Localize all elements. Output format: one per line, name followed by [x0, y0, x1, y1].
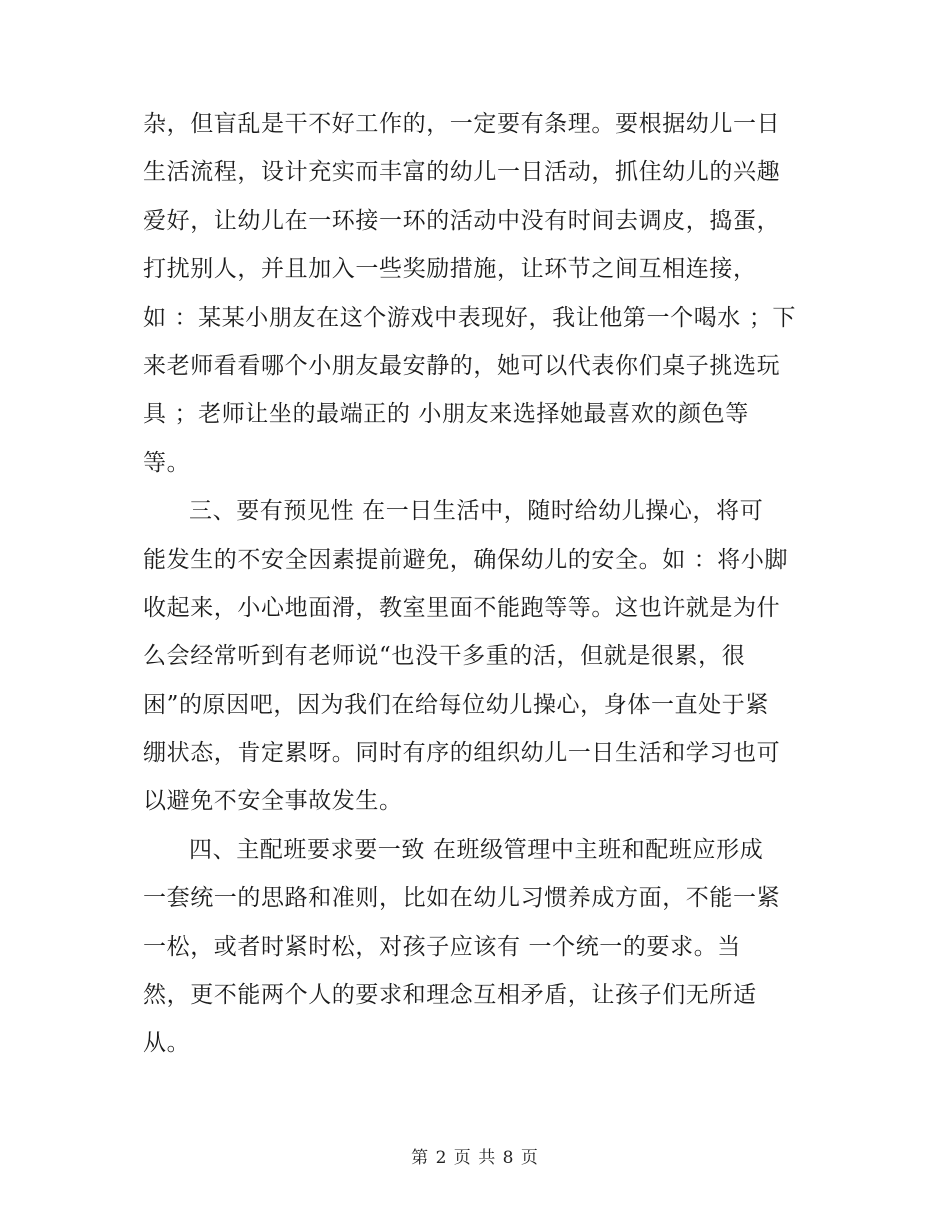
section-heading-line: 四、主配班要求要一致 在班级管理中主班和配班应形成	[189, 836, 764, 863]
text-line: 绷状态，肯定累呀。同时有序的组织幼儿一日生活和学习也可	[143, 740, 781, 767]
section-heading-line: 三、要有预见性 在一日生活中，随时给幼儿操心，将可	[189, 498, 764, 525]
text-line: 从。	[143, 1030, 191, 1057]
document-body	[143, 100, 815, 1068]
text-line: 等。	[143, 449, 191, 476]
text-line: 具 ；老师让坐的最端正的 小朋友来选择她最喜欢的颜色等	[143, 401, 749, 428]
text-line: 然，更不能两个人的要求和理念互相矛盾，让孩子们无所适	[143, 982, 757, 1009]
text-line: 以避免不安全事故发生。	[143, 788, 403, 815]
text-line: 困”的原因吧，因为我们在给每位幼儿操心，身体一直处于紧	[143, 691, 769, 718]
text-line: 么会经常听到有老师说“也没干多重的活，但就是很累，很	[143, 643, 746, 670]
text-line: 一套统一的思路和准则，比如在幼儿习惯养成方面，不能一紧	[143, 885, 781, 912]
text-line: 收起来，小心地面滑，教室里面不能跑等等。这也许就是为什	[143, 594, 781, 621]
text-line: 能发生的不安全因素提前避免，确保幼儿的安全。如 ：将小脚	[143, 546, 789, 573]
text-line: 爱好，让幼儿在一环接一环的活动中没有时间去调皮，捣蛋，	[143, 207, 781, 234]
text-line: 来老师看看哪个小朋友最安静的，她可以代表你们桌子挑选玩	[143, 352, 781, 379]
text-line: 打扰别人，并且加入一些奖励措施，让环节之间互相连接，	[143, 256, 757, 283]
text-line: 如 ：某某小朋友在这个游戏中表现好，我让他第一个喝水 ；下	[143, 304, 797, 331]
text-line: 生活流程，设计充实而丰富的幼儿一日活动，抓住幼儿的兴趣	[143, 159, 781, 186]
text-line: 一松，或者时紧时松，对孩子应该有 一个统一的要求。当	[143, 933, 741, 960]
page-number-footer: 第 2 页 共 8 页	[411, 1148, 539, 1168]
text-line: 杂，但盲乱是干不好工作的，一定要有条理。要根据幼儿一日	[143, 111, 781, 137]
